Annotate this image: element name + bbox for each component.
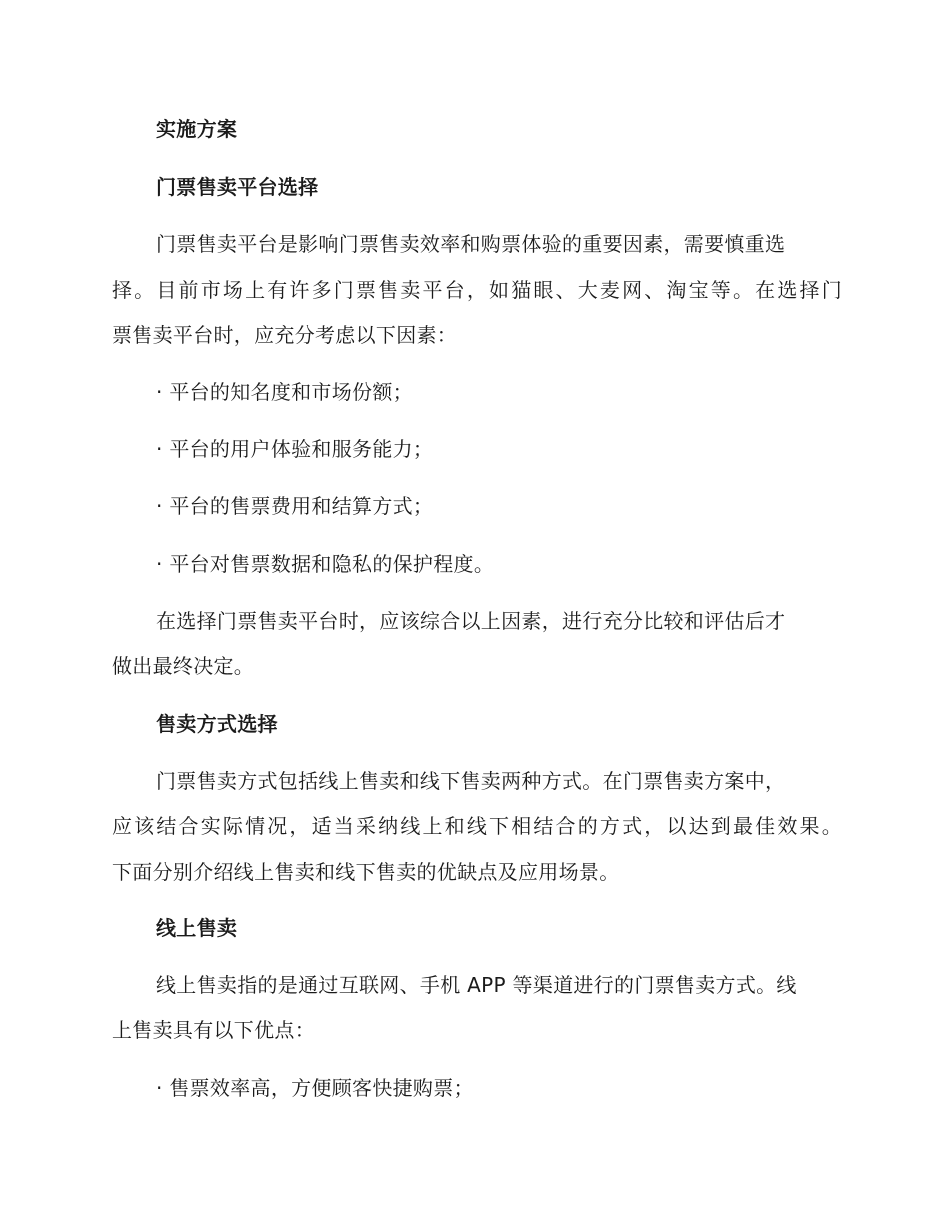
list-item: · 平台的售票费用和结算方式； [156, 494, 434, 518]
paragraph-line: 线上售卖指的是通过互联网、手机 APP 等渠道进行的门票售卖方式。线 [156, 973, 797, 997]
paragraph-line: 票售卖平台时，应充分考虑以下因素： [112, 323, 458, 347]
list-item: · 平台的用户体验和服务能力； [156, 437, 434, 461]
paragraph-line: 择。目前市场上有许多门票售卖平台，如猫眼、大麦网、淘宝等。在选择门 [112, 278, 842, 302]
paragraph-line: 在选择门票售卖平台时，应该综合以上因素，进行充分比较和评估后才 [156, 609, 786, 633]
paragraph-line: 门票售卖方式包括线上售卖和线下售卖两种方式。在门票售卖方案中， [156, 769, 786, 793]
list-item: · 售票效率高，方便顾客快捷购票； [156, 1076, 474, 1100]
paragraph-line: 做出最终决定。 [112, 654, 255, 678]
paragraph-line: 门票售卖平台是影响门票售卖效率和购票体验的重要因素，需要慎重选 [156, 232, 786, 256]
paragraph-line: 应该结合实际情况，适当采纳线上和线下相结合的方式，以达到最佳效果。 [112, 814, 842, 838]
subsection-heading-platform: 门票售卖平台选择 [156, 175, 319, 199]
list-item: · 平台对售票数据和隐私的保护程度。 [156, 552, 495, 576]
list-item: · 平台的知名度和市场份额； [156, 380, 413, 404]
section-heading-implementation: 实施方案 [156, 117, 238, 141]
subsection-heading-sales-method: 售卖方式选择 [156, 712, 278, 736]
paragraph-line: 上售卖具有以下优点： [112, 1018, 315, 1042]
paragraph-line: 下面分别介绍线上售卖和线下售卖的优缺点及应用场景。 [112, 860, 620, 884]
subsection-heading-online-sales: 线上售卖 [156, 916, 238, 940]
